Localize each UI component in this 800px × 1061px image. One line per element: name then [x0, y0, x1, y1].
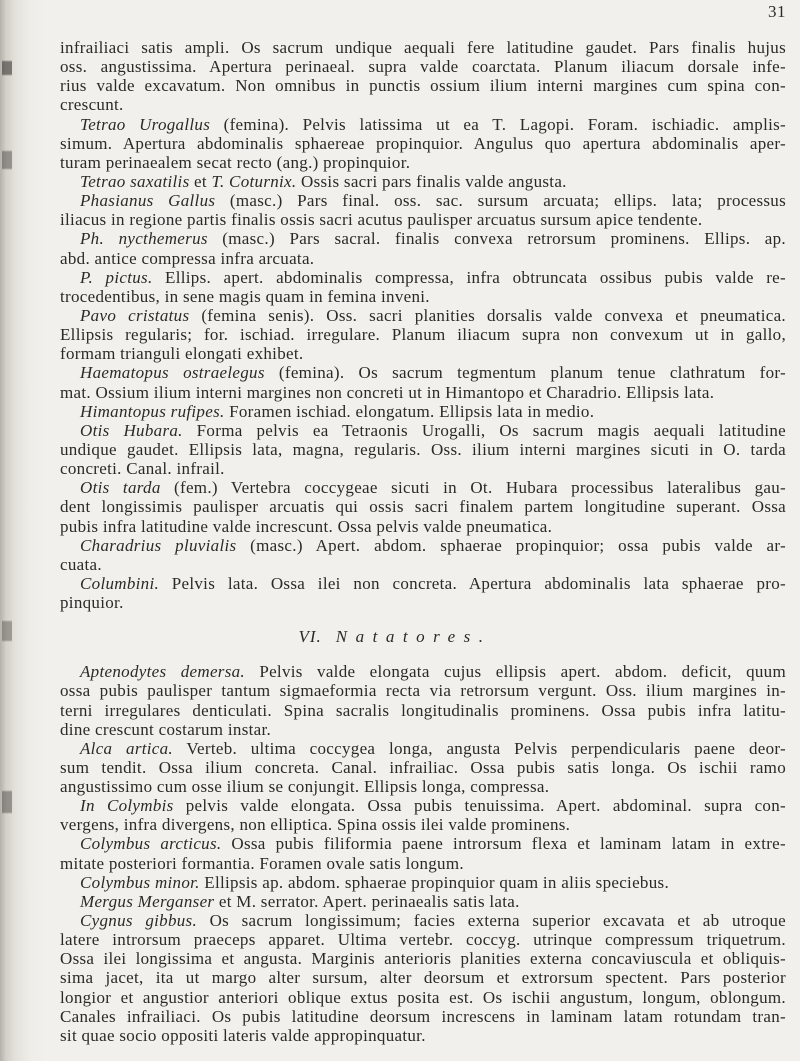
text-segment: Pelvis valde elongata cujus ellipsis apert. abdom. deficit, quum	[244, 662, 786, 682]
species-name: Tetrao Urogallus	[80, 114, 211, 134]
text-segment: Foramen ischiad. elongatum. Ellipsis lata in medio.	[224, 401, 595, 421]
text-line	[60, 38, 786, 57]
text-segment: iliacus in regione partis finalis ossis sacri acutus paulisper arcuatus sursum apice tendente.	[60, 210, 703, 230]
species-entry	[60, 834, 786, 872]
text-line	[60, 1007, 786, 1026]
text-segment: rius valde excavatum. Non omnibus in punctis ossium ilium interni margines cum spina con-	[60, 76, 786, 96]
species-entry	[60, 739, 786, 796]
species-entry	[60, 478, 786, 535]
text-line	[60, 517, 786, 536]
text-line	[60, 210, 786, 229]
text-segment: sit quae socio oppositi lateris valde appropinquatur.	[60, 1025, 426, 1045]
text-line	[60, 115, 786, 134]
text-line	[60, 854, 786, 873]
species-entry	[60, 268, 786, 306]
scan-edge-marks	[2, 0, 12, 1061]
text-segment: (femina). Os sacrum tegmentum planum tenue clathratum for-	[264, 363, 786, 383]
text-line	[60, 892, 786, 911]
species-name: Columbini.	[80, 573, 160, 593]
species-entry	[60, 363, 786, 401]
species-name: Mergus Merganser	[80, 891, 215, 911]
text-line	[60, 988, 786, 1007]
text-segment: abd. antice compressa infra arcuata.	[60, 248, 315, 268]
species-name: T. Coturnix.	[211, 171, 297, 191]
text-segment: sima jacet, ita ut margo alter sursum, alter deorsum et extrorsum spectent. Pars posterior	[60, 968, 786, 988]
text-segment: et	[189, 171, 212, 191]
text-segment: pubis infra latitudine valde increscunt. Ossa pelvis valde pneumatica.	[60, 516, 553, 536]
text-line	[60, 720, 786, 739]
text-segment: Ossis sacri pars finalis valde angusta.	[296, 171, 567, 191]
species-entry	[60, 892, 786, 911]
species-entry	[60, 662, 786, 739]
text-line	[60, 873, 786, 892]
species-name: Charadrius pluvialis	[80, 535, 237, 555]
text-line	[60, 57, 786, 76]
text-segment: Pelvis lata. Ossa ilei non concreta. Apertura abdominalis lata sphaerae pro-	[159, 573, 786, 593]
text-segment: longior et angustior anteriori oblique extus posita est. Os ischii angustum, longum, oblongum.	[60, 987, 786, 1007]
text-line	[60, 287, 786, 306]
text-segment: concreti. Canal. infrail.	[60, 459, 225, 479]
text-segment: oss. angustissima. Apertura perinaeal. supra valde coarctata. Planum iliacum dorsale infe-	[60, 57, 786, 77]
text-line	[60, 815, 786, 834]
text-line	[60, 459, 786, 478]
species-name: Alca artica.	[80, 738, 173, 758]
species-entry	[60, 421, 786, 478]
text-line	[60, 76, 786, 95]
text-line	[60, 555, 786, 574]
text-line	[60, 662, 786, 681]
species-name: Ph. nycthemerus	[80, 229, 208, 249]
text-line	[60, 191, 786, 210]
section-title: Natatores.	[335, 627, 492, 647]
text-segment: terni irregulares denticulati. Spina sacralis longitudinalis prominens. Ossa pubis infra latitu-	[60, 700, 786, 720]
species-name: Pavo cristatus	[80, 305, 190, 325]
text-line	[60, 478, 786, 497]
continued-paragraph	[60, 38, 786, 115]
text-segment: Verteb. ultima coccygea longa, angusta Pelvis perpendicularis paene deor-	[172, 738, 786, 758]
text-segment: vergens, infra divergens, non elliptica. Spina ossis ilei valde prominens.	[60, 815, 571, 835]
page-number: 31	[768, 2, 786, 21]
text-segment: Ellipsis regularis; for. ischiad. irregulare. Planum iliacum supra non convexum ut in gallo,	[60, 325, 786, 345]
text-segment: undique gaudet. Ellipsis lata, magna, regularis. Oss. ilium interni margines sicuti in O. tarda	[60, 439, 786, 459]
text-line	[60, 930, 786, 949]
text-segment: (masc.) Pars sacral. finalis convexa retrorsum prominens. Ellips. ap.	[207, 229, 786, 249]
species-name: P. pictus.	[80, 267, 153, 287]
species-name: Tetrao saxatilis	[80, 171, 190, 191]
text-segment: angustissimo cum osse ilium se conjungit. Ellipsis longa, compressa.	[60, 777, 550, 797]
text-segment: dine crescunt costarum instar.	[60, 719, 272, 739]
text-segment: mat. Ossium ilium interni margines non concreti ut in Himantopo et Charadrio. Ellipsis lata.	[60, 382, 715, 402]
species-name: In Colymbis	[80, 796, 174, 816]
text-line	[60, 134, 786, 153]
species-name: Otis Hubara.	[80, 420, 183, 440]
species-entry	[60, 536, 786, 574]
species-entry	[60, 873, 786, 892]
species-name: Cygnus gibbus.	[80, 911, 198, 931]
text-line	[60, 306, 786, 325]
text-segment: crescunt.	[60, 95, 124, 115]
species-name: Haematopus ostraelegus	[80, 363, 265, 383]
text-line	[60, 172, 786, 191]
section-heading	[60, 612, 786, 662]
text-segment: (femina). Pelvis latissima ut ea T. Lagopi. Foram. ischiadic. amplis-	[210, 114, 786, 134]
text-line	[60, 402, 786, 421]
text-line	[60, 777, 786, 796]
text-segment: Ossa ilei longissima et angusta. Marginis anterioris planities externa concaviuscula et obliquis-	[60, 949, 786, 969]
text-segment: mitate posteriori formantia. Foramen ovale satis longum.	[60, 853, 464, 873]
text-line	[60, 574, 786, 593]
text-segment: (masc.) Apert. abdom. sphaerae propinquior; ossa pubis valde ar-	[236, 535, 786, 555]
text-segment: Os sacrum longissimum; facies externa superior excavata et ab utroque	[197, 911, 786, 931]
text-segment: sum tendit. Ossa ilium concreta. Canal. infrailiac. Ossa pubis satis longa. Os ischii ramo	[60, 757, 786, 777]
text-segment: (masc.) Pars final. oss. sac. sursum arcuata; ellips. lata; processus	[215, 191, 786, 211]
species-entry	[60, 191, 786, 229]
text-line	[60, 796, 786, 815]
text-line	[60, 968, 786, 987]
text-line	[60, 229, 786, 248]
text-line	[60, 758, 786, 777]
text-line	[60, 593, 786, 612]
text-segment: ossa pubis paulisper tantum sigmaeformia recta via retrorsum vergunt. Oss. ilium margines in-	[60, 681, 786, 701]
text-segment: trocedentibus, in sene magis quam in femina inveni.	[60, 286, 430, 306]
text-segment: turam perinaealem secat recto (ang.) propinquior.	[60, 152, 411, 172]
text-line	[60, 440, 786, 459]
text-segment: Ellipsis ap. abdom. sphaerae propinquior quam in aliis speciebus.	[199, 872, 669, 892]
species-name: Phasianus Gallus	[80, 191, 216, 211]
text-segment: pinquior.	[60, 593, 124, 613]
page-body-text	[60, 38, 786, 1045]
text-segment: cuata.	[60, 554, 102, 574]
text-line	[60, 949, 786, 968]
species-entry	[60, 574, 786, 612]
text-line	[60, 421, 786, 440]
text-segment: Canales infrailiaci. Os pubis latitudine deorsum increscens in laminam latam rotundam tran-	[60, 1006, 786, 1026]
text-line	[60, 153, 786, 172]
text-line	[60, 344, 786, 363]
text-segment: formam trianguli elongati exhibet.	[60, 344, 304, 364]
text-segment: Forma pelvis ea Tetraonis Urogalli, Os sacrum magis aequali latitudine	[182, 420, 786, 440]
text-line	[60, 701, 786, 720]
text-segment: latere introrsum praeceps apparet. Ultima vertebr. coccyg. utrinque compressum triquetrum.	[60, 930, 786, 950]
text-segment: simum. Apertura abdominalis sphaereae propinquior. Angulus quo apertura abdominalis aper-	[60, 133, 786, 153]
text-line	[60, 383, 786, 402]
section-numeral: VI.	[298, 627, 322, 647]
text-segment: pelvis valde elongata. Ossa pubis tenuissima. Apert. abdominal. supra con-	[173, 796, 786, 816]
species-entry	[60, 796, 786, 834]
species-name: Colymbus minor.	[80, 872, 200, 892]
text-line	[60, 95, 786, 114]
species-entry	[60, 229, 786, 267]
text-line	[60, 268, 786, 287]
text-segment: Ossa pubis filiformia paene introrsum flexa et laminam latam in extre-	[221, 834, 786, 854]
text-line	[60, 536, 786, 555]
text-line	[60, 834, 786, 853]
text-line	[60, 739, 786, 758]
text-line	[60, 681, 786, 700]
species-entry	[60, 911, 786, 1045]
text-line	[60, 911, 786, 930]
text-segment: infrailiaci satis ampli. Os sacrum undique aequali fere latitudine gaudet. Pars finalis hujus	[60, 38, 786, 57]
species-entry	[60, 172, 786, 191]
text-line	[60, 325, 786, 344]
species-name: Himantopus rufipes.	[80, 401, 225, 421]
text-segment: (femina senis). Oss. sacri planities dorsalis valde convexa et pneumatica.	[189, 305, 786, 325]
text-line	[60, 249, 786, 268]
text-segment: (fem.) Vertebra coccygeae sicuti in Ot. Hubara processibus lateralibus gau-	[160, 478, 786, 498]
text-segment: dent longissimis paulisper arcuatis qui ossis sacri finalem partem longitudine superant. Ossa	[60, 497, 786, 517]
species-name: Colymbus arcticus.	[80, 834, 222, 854]
species-entry	[60, 402, 786, 421]
text-line	[60, 1026, 786, 1045]
species-entry	[60, 115, 786, 172]
text-line	[60, 497, 786, 516]
text-segment: Ellips. apert. abdominalis compressa, infra obtruncata ossibus pubis valde re-	[152, 267, 786, 287]
text-segment: et M. serrator. Apert. perinaealis satis lata.	[214, 891, 520, 911]
text-line	[60, 363, 786, 382]
species-entry	[60, 306, 786, 363]
species-name: Aptenodytes demersa.	[80, 662, 245, 682]
species-name: Otis tarda	[80, 478, 161, 498]
